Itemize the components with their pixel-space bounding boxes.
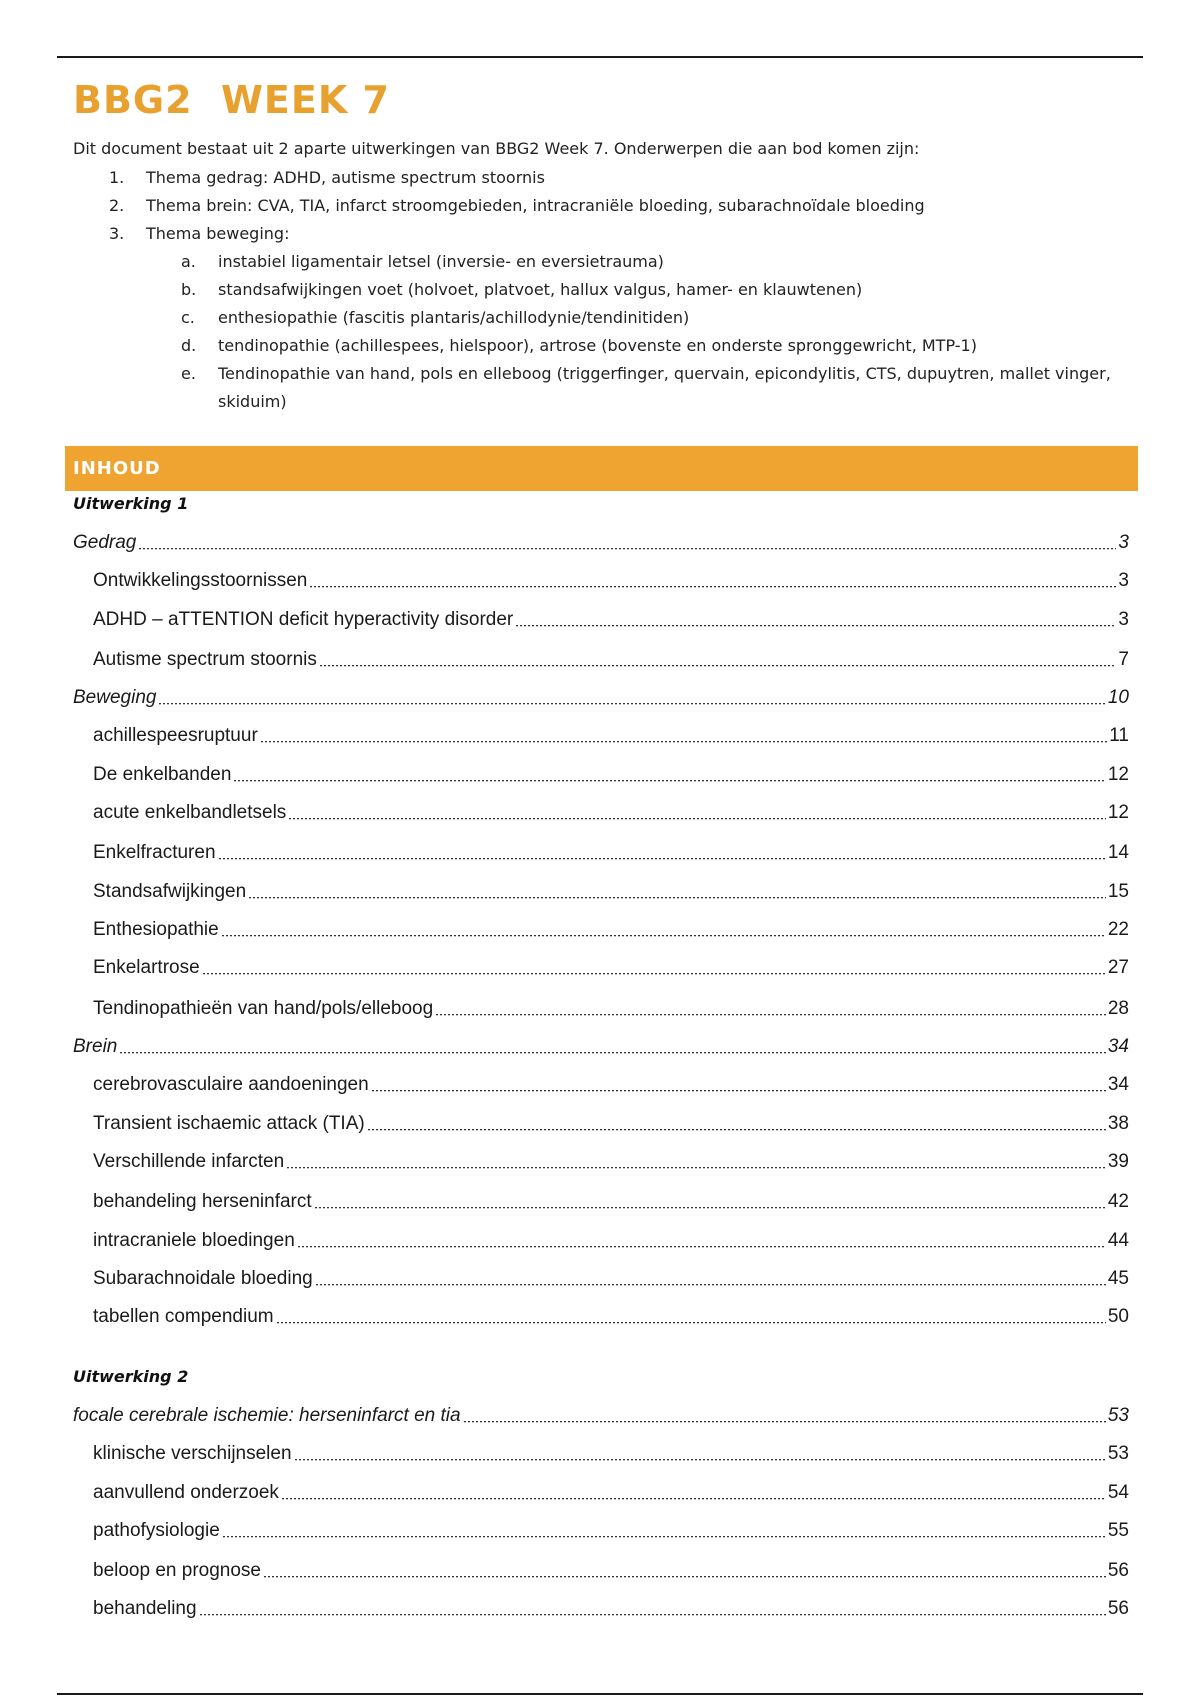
- toc-entry[interactable]: ADHD – aTTENTION deficit hyperactivity disorder 3: [93, 609, 1129, 630]
- toc-header: INHOUD: [65, 446, 1138, 491]
- toc-entry[interactable]: Transient ischaemic attack (TIA) 38: [93, 1113, 1129, 1134]
- bottom-rule: [57, 1693, 1143, 1695]
- toc-entry[interactable]: Standsafwijkingen 15: [93, 881, 1129, 902]
- toc-entry[interactable]: Subarachnoidale bloeding 45: [93, 1268, 1129, 1289]
- toc-entry[interactable]: Autisme spectrum stoornis 7: [93, 649, 1129, 670]
- toc-entry[interactable]: behandeling herseninfarct 42: [93, 1191, 1129, 1212]
- intro-text: Dit document bestaat uit 2 aparte uitwerkingen van BBG2 Week 7. Onderwerpen die aan bod komen zijn:: [73, 139, 920, 158]
- list-item: 2. Thema brein: CVA, TIA, infarct stroomgebieden, intracraniële bloeding, subarachnoïdale bloeding: [109, 196, 925, 215]
- toc-entry-gedrag[interactable]: Gedrag 3: [73, 532, 1129, 553]
- top-rule: [57, 56, 1143, 58]
- topic-list: [73, 164, 1143, 416]
- toc-entry[interactable]: achillespeesruptuur 11: [93, 725, 1129, 746]
- toc-entry[interactable]: Ontwikkelingsstoornissen 3: [93, 570, 1129, 591]
- toc-entry[interactable]: pathofysiologie 55: [93, 1520, 1129, 1541]
- toc-entry[interactable]: Enthesiopathie 22: [93, 919, 1129, 940]
- toc-entry[interactable]: De enkelbanden 12: [93, 764, 1129, 785]
- subtopic-list: [146, 248, 1143, 416]
- toc-entry[interactable]: aanvullend onderzoek 54: [93, 1482, 1129, 1503]
- toc-entry[interactable]: tabellen compendium 50: [93, 1306, 1129, 1327]
- toc-entry[interactable]: Verschillende infarcten 39: [93, 1151, 1129, 1172]
- toc-entry[interactable]: Enkelartrose 27: [93, 957, 1129, 978]
- toc-entry-focale-cerebrale-ischemie[interactable]: focale cerebrale ischemie: herseninfarct en tia 53: [73, 1405, 1129, 1426]
- list-item: d. tendinopathie (achillespees, hielspoor), artrose (bovenste en onderste spronggewricht, MTP-1): [181, 336, 977, 355]
- uitwerking-1-heading: Uitwerking 1: [73, 494, 189, 513]
- uitwerking-2-heading: Uitwerking 2: [73, 1367, 189, 1386]
- list-item: b. standsafwijkingen voet (holvoet, platvoet, hallux valgus, hamer- en klauwtenen): [181, 280, 863, 299]
- list-item: c. enthesiopathie (fascitis plantaris/achillodynie/tendinitiden): [181, 308, 690, 327]
- toc-entry[interactable]: behandeling 56: [93, 1598, 1129, 1619]
- list-item: 1. Thema gedrag: ADHD, autisme spectrum stoornis: [109, 168, 545, 187]
- toc-entry-beweging[interactable]: Beweging 10: [73, 687, 1129, 708]
- intro-section: [73, 136, 1143, 416]
- document-title: BBG2 WEEK 7: [73, 78, 390, 122]
- toc-entry[interactable]: cerebrovasculaire aandoeningen 34: [93, 1074, 1129, 1095]
- toc-entry-brein[interactable]: Brein 34: [73, 1036, 1129, 1057]
- list-item: 3. Thema beweging: a. instabiel ligamentair letsel (inversie- en eversietrauma) b. standsafwijkingen voet (holvoet, platvoet, hallux valgus, hamer- en klauwtenen) c. enthesiopathie (fascitis plantaris/achillodynie/tendinitiden) d. tendinopathie (achillespees, hielspoor), artrose (bovenste en onderste spronggewricht, MTP-1) e. Tendinopathie van hand, pols en elleboog (triggerfinger, quervain, epicondylitis, CTS, dupuytren, mallet vinger, skiduim): [73, 220, 1143, 416]
- toc-entry[interactable]: acute enkelbandletsels 12: [93, 802, 1129, 823]
- list-item: a. instabiel ligamentair letsel (inversie- en eversietrauma): [181, 252, 664, 271]
- list-item: e. Tendinopathie van hand, pols en elleboog (triggerfinger, quervain, epicondylitis, CTS, dupuytren, mallet vinger, skiduim): [181, 364, 1111, 411]
- toc-entry[interactable]: beloop en prognose 56: [93, 1560, 1129, 1581]
- toc-entry[interactable]: klinische verschijnselen 53: [93, 1443, 1129, 1464]
- toc-entry[interactable]: intracraniele bloedingen 44: [93, 1230, 1129, 1251]
- toc-entry[interactable]: Enkelfracturen 14: [93, 842, 1129, 863]
- toc-entry[interactable]: Tendinopathieën van hand/pols/elleboog 28: [93, 998, 1129, 1019]
